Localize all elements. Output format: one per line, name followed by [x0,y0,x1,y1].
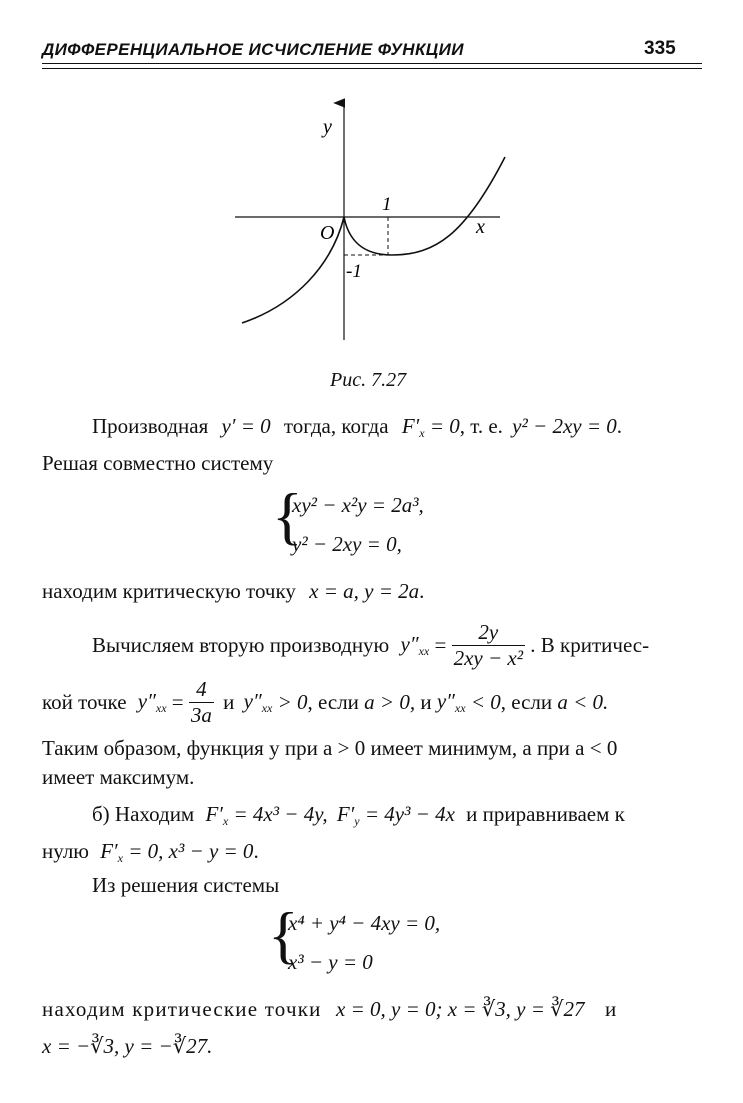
paragraph-line-1 [92,414,622,441]
text-run: тогда, когда [283,414,389,438]
paragraph-line-9: нулю $F'_x = 0$, x³ − y = 0. [42,839,259,865]
system2-eq2: x³ − y = 0 [288,950,373,974]
system1-eq2: y² − 2xy = 0, [292,532,402,556]
paragraph-line-3: находим критическую точку x = a, y = 2a. [42,579,425,603]
text-run: Производная [92,414,209,438]
page-number: 335 [644,38,676,59]
x-axis-label: x [476,216,485,238]
paragraph-line-12: x = −∛3, y = −∛27. [42,1034,213,1058]
paragraph-line-8: б) Находим $F'_x = 4x^3 - 4y$, $F'_y = 4y^3 - 4x$ и приравниваем к [92,802,625,828]
paragraph-line-11: находим критические точки x = 0, y = 0; x = ∛3, y = ∛27 и [42,997,618,1021]
origin-label: O [320,222,335,244]
figure-caption: Рис. 7.27 [330,369,407,391]
paragraph-line-10: Из решения системы [92,873,280,897]
y-axis-label: y [323,116,332,138]
system-brace: { [272,480,303,551]
formula: = 0 [429,414,460,438]
text-run: . [616,414,623,438]
system-brace: { [268,899,299,970]
header-rule-top [42,63,702,64]
figure-7-27-graph [200,95,540,345]
paragraph-line-5: кой точке $y''_{xx}$ = $\frac{4}{3a}$ и $y''_{xx} > 0$, если a > 0, и $y''_{xx} < 0$, если a < 0. [42,677,609,727]
paragraph-line-2: Решая совместно систему [42,451,274,475]
paragraph-line-4: Вычисляем вторую производную $y''_{xx}$ = $\frac{2y}{\text{2xy − x²}}$ . В критичес- [92,620,650,670]
fraction: $\frac{2y}{\text{2xy − x²}}$ [453,620,524,670]
fraction: $\frac{4}{3a}$ [190,677,212,727]
running-header-title: ДИФФЕРЕНЦИАЛЬНОЕ ИСЧИСЛЕНИЕ ФУНКЦИИ [42,40,464,59]
formula: y′ = 0 [221,414,271,438]
paragraph-line-7: имеет максимум. [42,765,195,789]
system2-eq1: x⁴ + y⁴ − 4xy = 0, [288,911,441,935]
tick-y-label: -1 [346,261,362,282]
system1-eq1: xy² − x²y = 2a³, [292,493,424,517]
formula: y² − 2xy = 0 [512,414,617,438]
text-run: , т. е. [459,414,503,438]
formula: $F'_x$ [401,414,425,440]
curve [242,157,505,323]
tick-x-label: 1 [382,194,392,215]
paragraph-line-6: Таким образом, функция y при a > 0 имеет минимум, а при a < 0 [42,736,618,760]
header-rule-bottom [42,68,702,69]
